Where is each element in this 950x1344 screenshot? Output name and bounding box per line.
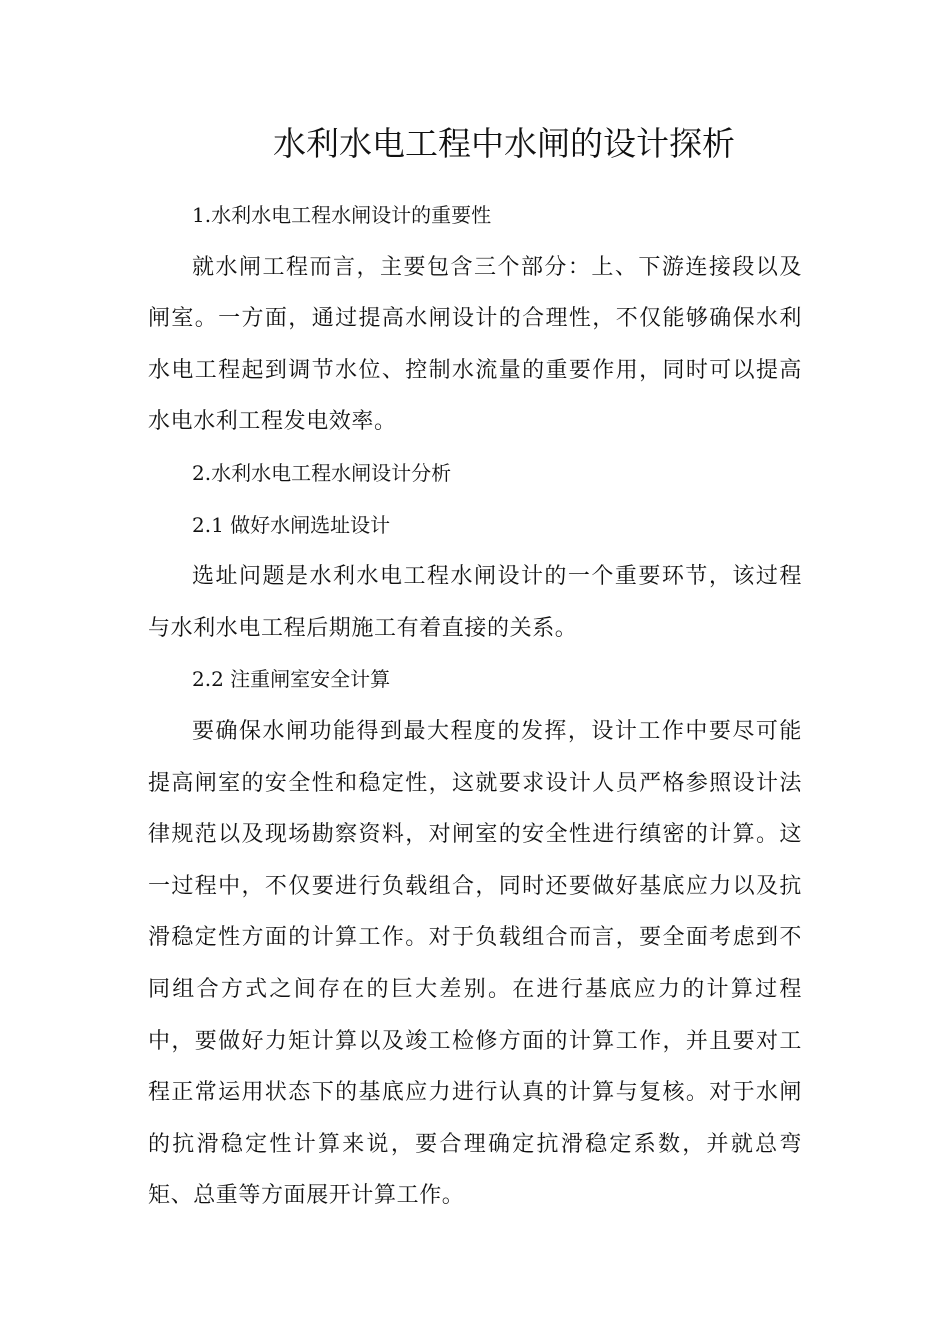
section-heading-2: 2.水利水电工程水闸设计分析 [192,460,452,485]
paragraph-3: 要确保水闸功能得到最大程度的发挥，设计工作中要尽可能提高闸室的安全性和稳定性，这就要求设计人员严格参照设计法律规范以及现场勘察资料，对闸室的安全性进行缜密的计算。这一过程中，不仅要进行负载组合，同时还要做好基底应力以及抗滑稳定性方面的计算工作。对于负载组合而言，要全面考虑到不同组合方式之间存在的巨大差别。在进行基底应力的计算过程中，要做好力矩计算以及竣工检修方面的计算工作，并且要对工程正常运用状态下的基底应力进行认真的计算与复核。对于水闸的抗滑稳定性计算来说，要合理确定抗滑稳定系数，并就总弯矩、总重等方面展开计算工作。 [148,718,802,1209]
paragraph-2: 选址问题是水利水电工程水闸设计的一个重要环节，该过程与水利水电工程后期施工有着直接的关系。 [148,564,802,641]
paragraph-1: 就水闸工程而言，主要包含三个部分：上、下游连接段以及闸室。一方面，通过提高水闸设计的合理性，不仅能够确保水利水电工程起到调节水位、控制水流量的重要作用，同时可以提高水电水利工程发电效率。 [148,254,802,435]
document-body [148,190,802,1222]
section-heading-1: 1.水利水电工程水闸设计的重要性 [192,203,492,227]
document-title: 水利水电工程中水闸的设计探析 [273,124,735,163]
subsection-heading-2-1: 2.1 做好水闸选址设计 [192,512,391,537]
subsection-heading-2-2: 2.2 注重闸室安全计算 [192,667,391,692]
